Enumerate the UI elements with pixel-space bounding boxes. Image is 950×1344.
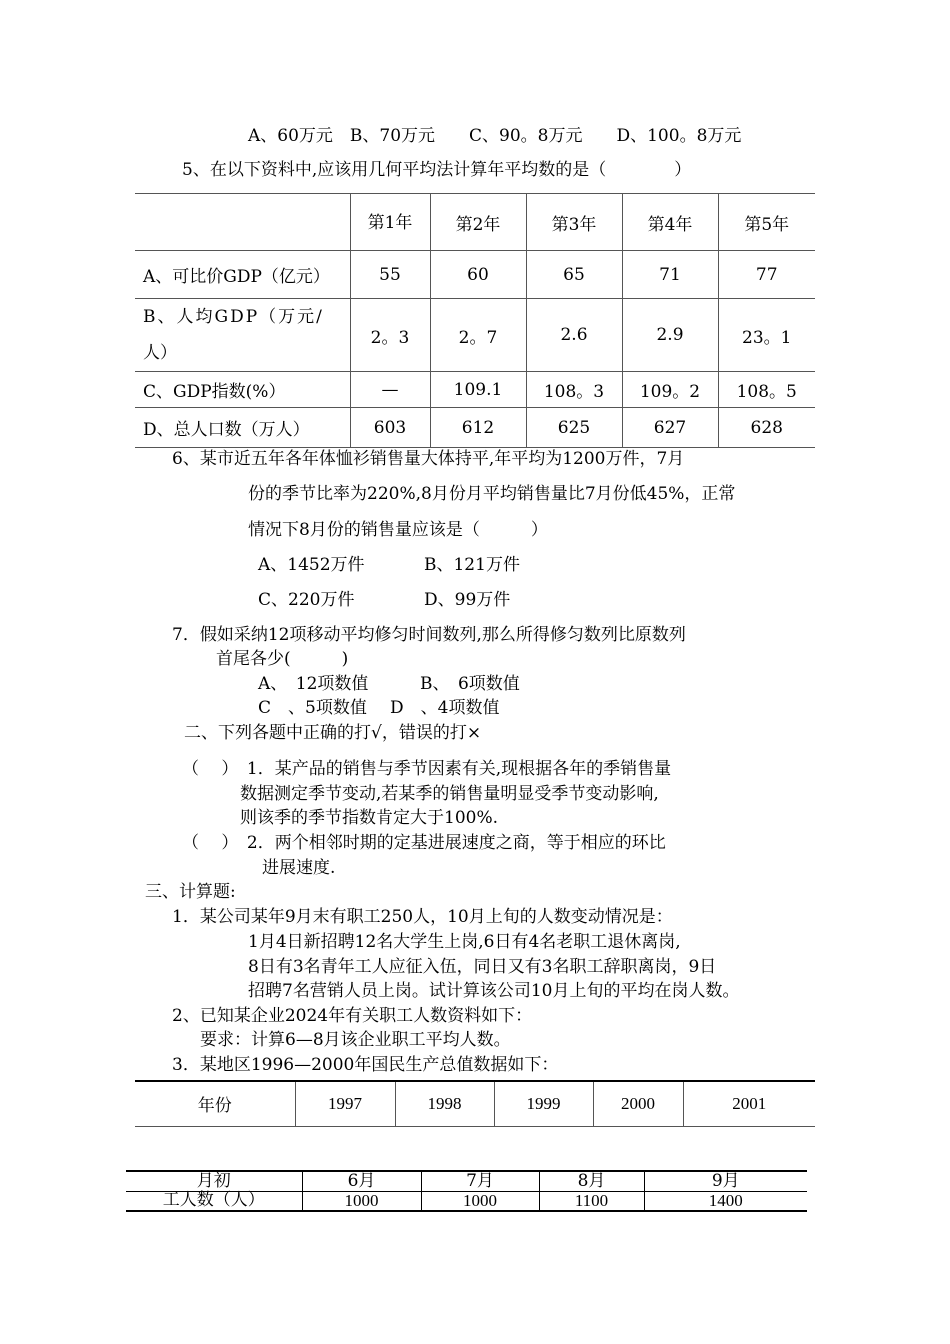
- q7-option-d: D 、4项数值: [390, 698, 500, 718]
- header-cell: 第1年: [350, 194, 430, 251]
- q7-line1: 7．假如采纳12项移动平均修匀时间数列,那么所得修匀数列比原数列: [172, 625, 686, 645]
- table-cell: 7月: [421, 1171, 539, 1191]
- q6-option-a: A、1452万件: [258, 555, 365, 575]
- header-cell: 第4年: [622, 194, 718, 251]
- table-cell: 71: [622, 251, 718, 299]
- s3-q1-line1: 1．某公司某年9月末有职工250人，10月上旬的人数变动情况是：: [172, 907, 673, 927]
- s3-q2-line1: 2、已知某企业2024年有关职工人数资料如下：: [172, 1006, 533, 1026]
- table-cell: 6月: [302, 1171, 421, 1191]
- q7-option-c: C 、5项数值: [258, 698, 367, 718]
- header-cell: 2001: [683, 1081, 815, 1126]
- gdp-options-table: [135, 193, 815, 448]
- s2-item1-line3: 则该季的季节指数肯定大于100%.: [240, 808, 499, 828]
- s3-q1-line2: 1月4日新招聘12名大学生上岗,6日有4名老职工退休离岗,: [248, 932, 681, 952]
- q6-option-d: D、99万件: [424, 590, 511, 610]
- header-cell: 第3年: [526, 194, 622, 251]
- table-row: [135, 299, 815, 372]
- table-cell: 9月: [644, 1171, 807, 1191]
- s3-q2-line2: 要求：计算6—8月该企业职工平均人数。: [200, 1030, 511, 1050]
- table-cell: 108。5: [718, 372, 815, 408]
- table-cell: 55: [350, 251, 430, 299]
- table-cell: 1400: [644, 1191, 807, 1211]
- table-cell: 1100: [539, 1191, 644, 1211]
- s2-item1-line1: （ ） 1．某产品的销售与季节因素有关,现根据各年的季销售量: [182, 759, 672, 779]
- q6-option-c: C、220万件: [258, 590, 355, 610]
- table-cell: 625: [526, 408, 622, 448]
- workers-table: [126, 1170, 807, 1212]
- table-row: [135, 251, 815, 299]
- header-cell: 1997: [295, 1081, 395, 1126]
- table-cell: 108。3: [526, 372, 622, 408]
- s2-item1-line2: 数据测定季节变动,若某季的销售量明显受季节变动影响,: [240, 784, 659, 804]
- table-cell: 627: [622, 408, 718, 448]
- table-cell: 工人数（人）: [162, 1190, 265, 1211]
- row-label: D、总人口数（万人）: [135, 408, 350, 448]
- q7-option-a: A、 12项数值: [258, 674, 369, 694]
- table-header-row: [135, 1081, 815, 1126]
- table-cell: 612: [430, 408, 526, 448]
- s3-q1-line4: 招聘7名营销人员上岗。试计算该公司10月上旬的平均在岗人数。: [248, 981, 740, 1001]
- row-label: A、可比价GDP（亿元）: [135, 251, 350, 299]
- table-row: [135, 372, 815, 408]
- table-cell: 1000: [421, 1191, 539, 1211]
- header-cell: 第2年: [430, 194, 526, 251]
- q7-option-b: B、 6项数值: [420, 674, 520, 694]
- header-cell: 1999: [494, 1081, 593, 1126]
- table-cell: 109。2: [622, 372, 718, 408]
- s3-q1-line3: 8日有3名青年工人应征入伍，同日又有3名职工辞职离岗，9日: [248, 957, 717, 977]
- table-cell: 2。3: [350, 299, 430, 372]
- q6-line1: 6、某市近五年各年体恤衫销售量大体持平,年平均为1200万件，7月: [172, 449, 685, 469]
- q6-line2: 份的季节比率为220%,8月份月平均销售量比7月份低45%，正常: [248, 484, 736, 504]
- row-label-line: 人）: [143, 343, 177, 363]
- table-cell: —: [350, 372, 430, 408]
- table-cell: 23。1: [718, 299, 815, 372]
- table-cell: 2。7: [430, 299, 526, 372]
- table-cell: 8月: [539, 1171, 644, 1191]
- gnp-table: [135, 1080, 815, 1127]
- row-label-line: B、人均GDP（万元/: [143, 307, 324, 327]
- s2-item2-line2: 进展速度.: [262, 858, 336, 878]
- table-row: [126, 1171, 807, 1191]
- s3-q3-line1: 3．某地区1996—2000年国民生产总值数据如下：: [172, 1055, 559, 1075]
- header-cell: 1998: [395, 1081, 494, 1126]
- q5-stem: 5、在以下资料中,应该用几何平均法计算年平均数的是（ ）: [182, 160, 692, 180]
- table-row: [126, 1191, 807, 1211]
- section2-title: 二、下列各题中正确的打√，错误的打×: [184, 723, 482, 743]
- q7-line2: 首尾各少( ): [216, 649, 349, 669]
- header-cell: 年份: [197, 1096, 232, 1117]
- header-cell: 2000: [593, 1081, 683, 1126]
- table-cell: 2.6: [526, 299, 622, 372]
- row-label: [135, 299, 350, 372]
- table-cell: 77: [718, 251, 815, 299]
- table-cell: 2.9: [622, 299, 718, 372]
- table-cell: 月初: [126, 1171, 302, 1191]
- table-cell: 109.1: [430, 372, 526, 408]
- header-cell: 第5年: [718, 194, 815, 251]
- table-cell: 60: [430, 251, 526, 299]
- table-cell: 603: [350, 408, 430, 448]
- row-label: C、GDP指数(%）: [135, 372, 350, 408]
- table-cell: 65: [526, 251, 622, 299]
- q6-option-b: B、121万件: [424, 555, 520, 575]
- table-cell: 1000: [302, 1191, 421, 1211]
- table-header-row: [135, 194, 815, 251]
- table-cell: 628: [718, 408, 815, 448]
- table-row: [135, 408, 815, 448]
- q6-line3: 情况下8月份的销售量应该是（ ）: [248, 520, 548, 540]
- q4-options: A、60万元 B、70万元 C、90。8万元 D、100。8万元: [248, 126, 742, 146]
- s2-item2-line1: （ ） 2．两个相邻时期的定基进展速度之商，等于相应的环比: [182, 833, 666, 853]
- section3-title: 三、计算题:: [145, 882, 236, 902]
